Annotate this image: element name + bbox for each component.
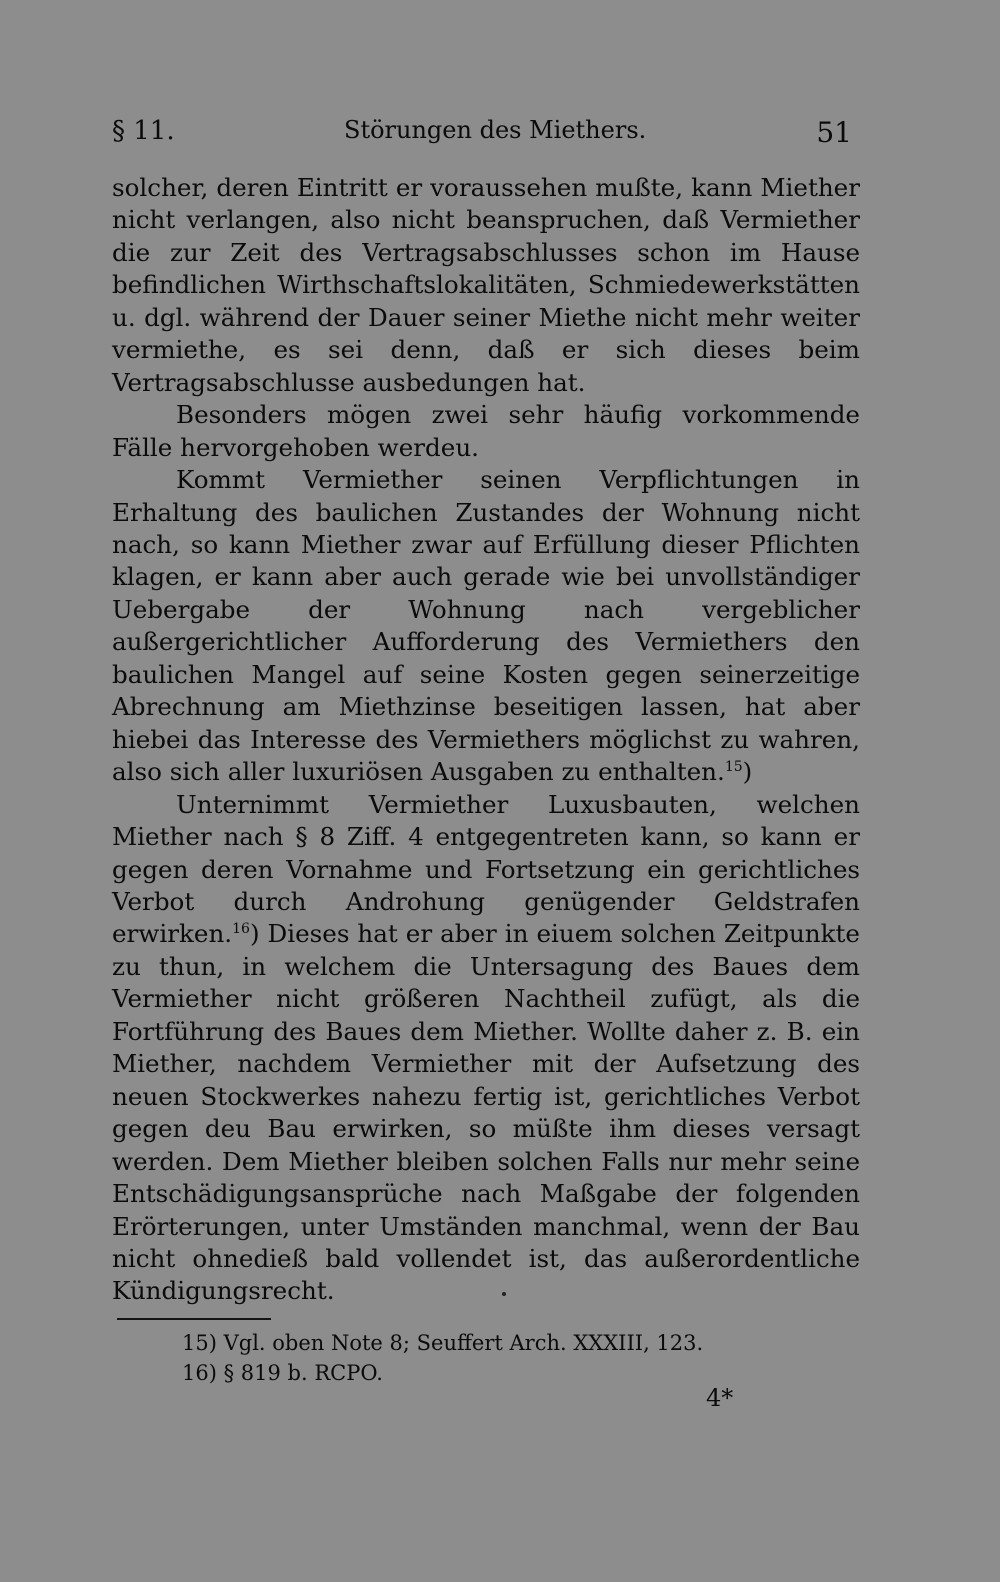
footnotes	[182, 1328, 842, 1388]
paragraph-4-continuation: Dieses hat er aber in eiuem solchen Zeitpunkte zu thun, in welchem die Untersagung des Baues dem Vermiether nicht größeren Nachtheil zufügt, als die Fortführung des Baues dem Miether. Wollte daher z. B. ein Miether, nachdem Vermiether mit der Aufsetzung des neuen Stockwerkes nahezu fertig ist, gerichtliches Verbot gegen deu Bau erwirken, so müßte ihm dieses versagt werden. Dem Miether bleiben solchen Falls nur mehr seine Entschädigungsansprüche nach Maßgabe der folgenden Erörterungen, unter Umständen manchmal, wenn der Bau nicht ohnedieß bald vollendet ist, das außerordentliche Kündigungsrecht.	[112, 919, 860, 1306]
paragraph-2: Besonders mögen zwei sehr häufig vorkommende Fälle hervorgehoben werdeu.	[112, 400, 860, 462]
footnote-15: 15) Vgl. oben Note 8; Seuffert Arch. XXXIII, 123.	[182, 1331, 704, 1355]
footnote-16: 16) § 819 b. RCPO.	[182, 1361, 383, 1385]
paragraph-4-text: Unternimmt Vermiether Luxusbauten, welchen Miether nach § 8 Ziff. 4 entgegentreten kann, so kann er gegen deren Vornahme und Fortsetzung ein gerichtliches Verbot durch Androhung genügender Geldstrafen erwirken.	[112, 789, 860, 949]
paragraph-3-text: Kommt Vermiether seinen Verpflichtungen in Erhaltung des baulichen Zustandes der Wohnung nicht nach, so kann Miether zwar auf Erfüllung dieser Pflichten klagen, er kann aber auch gerade wie bei unvollständiger Uebergabe der Wohnung nach vergeblicher außergerichtlicher Aufforderung des Vermiethers den baulichen Mangel auf seine Kosten gegen seinerzeitige Abrechnung am Miethzinse beseitigen lassen, hat aber hiebei das Interesse des Vermiethers möglichst zu wahren, also sich aller luxuriösen Ausgaben zu enthalten.	[112, 465, 860, 787]
body-text	[112, 172, 860, 1308]
paragraph-4: Unternimmt Vermiether Luxusbauten, welchen Miether nach § 8 Ziff. 4 entgegentreten kann, so kann er gegen deren Vornahme und Fortsetzung ein gerichtliches Verbot durch Androhung genügender Geldstrafen erwirken.$^{16}$) Dieses hat er aber in eiuem solchen Zeitpunkte zu thun, in welchem die Untersagung des Baues dem Vermiether nicht größeren Nachtheil zufügt, als die Fortführung des Baues dem Miether. Wollte daher z. B. ein Miether, nachdem Vermiether mit der Aufsetzung des neuen Stockwerkes nahezu fertig ist, gerichtliches Verbot gegen deu Bau erwirken, so müßte ihm dieses versagt werden. Dem Miether bleiben solchen Falls nur mehr seine Entschädigungsansprüche nach Maßgabe der folgenden Erörterungen, unter Umständen manchmal, wenn der Bau nicht ohnedieß bald vollendet ist, das außerordentliche Kündigungsrecht.	[112, 789, 860, 1306]
footnote-ref-16: 16	[232, 921, 250, 938]
page-number: 51	[816, 116, 852, 149]
running-title: Störungen des Miethers.	[344, 116, 647, 144]
signature-mark: 4*	[706, 1384, 734, 1412]
ink-speck	[502, 1292, 506, 1296]
paragraph-3: Kommt Vermiether seinen Verpflichtungen in Erhaltung des baulichen Zustandes der Wohnung nicht nach, so kann Miether zwar auf Erfüllung dieser Pflichten klagen, er kann aber auch gerade wie bei unvollständiger Uebergabe der Wohnung nach vergeblicher außergerichtlicher Aufforderung des Vermiethers den baulichen Mangel auf seine Kosten gegen seinerzeitige Abrechnung am Miethzinse beseitigen lassen, hat aber hiebei das Interesse des Vermiethers möglichst zu wahren, also sich aller luxuriösen Ausgaben zu enthalten.$^{15}$)	[112, 465, 860, 787]
paragraph-1: solcher, deren Eintritt er voraussehen mußte, kann Miether nicht verlangen, also nicht beanspruchen, daß Vermiether die zur Zeit des Vertragsabschlusses schon im Hause befindlichen Wirthschaftslokalitäten, Schmiedewerkstätten u. dgl. während der Dauer seiner Miethe nicht mehr weiter vermiethe, es sei denn, daß er sich dieses beim Vertragsabschlusse ausbedungen hat.	[112, 173, 860, 397]
footnote-divider	[117, 1318, 271, 1320]
footnote-ref-15: 15	[724, 759, 743, 776]
section-number: § 11.	[112, 116, 175, 146]
running-header	[112, 116, 852, 152]
